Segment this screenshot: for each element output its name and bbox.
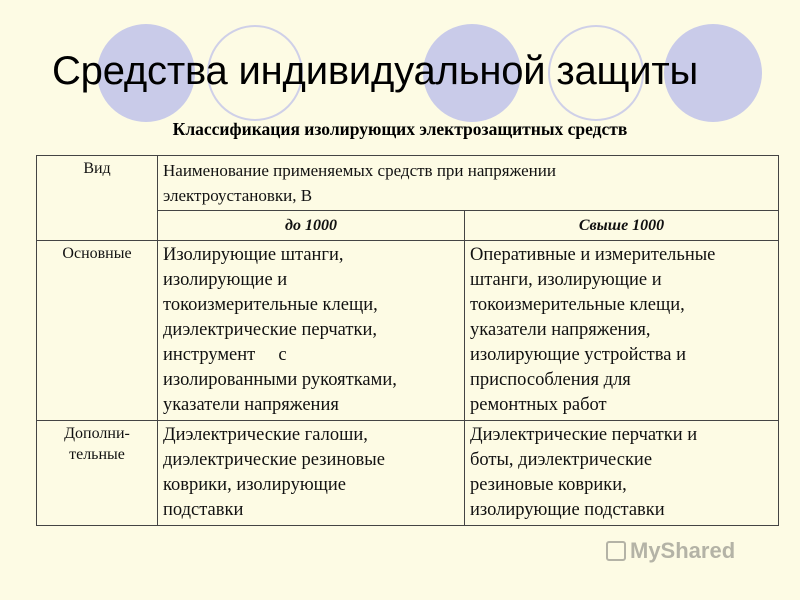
watermark-text: MyShared bbox=[630, 538, 736, 563]
table-row bbox=[37, 421, 779, 526]
row-kind-label: тельные bbox=[69, 446, 125, 463]
cell-line: диэлектрические перчатки, bbox=[163, 320, 378, 340]
cell-line: Оперативные и измерительные bbox=[470, 245, 716, 265]
header-name-line: электроустановки, В bbox=[163, 186, 313, 205]
cell-line: токоизмерительные клещи, bbox=[470, 295, 685, 315]
cell-line: изолирующие и bbox=[163, 270, 288, 290]
header-name-line: Наименование применяемых средств при напряжении bbox=[163, 161, 556, 180]
cell-line: подставки bbox=[163, 500, 244, 520]
classification-table bbox=[36, 155, 779, 526]
voltage-high-header: Свыше 1000 bbox=[465, 211, 779, 241]
row-kind-cell bbox=[37, 421, 158, 526]
cell-line: штанги, изолирующие и bbox=[470, 270, 662, 290]
cell-line: ремонтных работ bbox=[470, 395, 607, 415]
voltage-low-header: до 1000 bbox=[158, 211, 465, 241]
cell-line: Изолирующие штанги, bbox=[163, 245, 344, 265]
header-kind-cell bbox=[37, 156, 158, 241]
table-caption: Классификация изолирующих электрозащитных средств bbox=[172, 119, 628, 139]
cell-line: изолированными рукоятками, bbox=[163, 370, 397, 390]
low-voltage-cell bbox=[158, 241, 465, 421]
slide-title: Средства индивидуальной защиты bbox=[52, 49, 699, 93]
row-kind-cell bbox=[37, 241, 158, 421]
cell-line: указатели напряжения bbox=[163, 395, 339, 415]
cell-line: Диэлектрические галоши, bbox=[163, 425, 368, 445]
low-voltage-cell bbox=[158, 421, 465, 526]
cell-line: приспособления для bbox=[470, 370, 631, 390]
header-kind-label: Вид bbox=[83, 160, 111, 177]
cell-line: диэлектрические резиновые bbox=[163, 450, 385, 470]
table-header-row bbox=[37, 156, 779, 211]
myshared-logo-icon bbox=[606, 541, 626, 561]
watermark bbox=[606, 538, 735, 564]
cell-line: инструмент с bbox=[163, 345, 287, 365]
cell-line: коврики, изолирующие bbox=[163, 475, 346, 495]
cell-line: боты, диэлектрические bbox=[470, 450, 653, 470]
cell-line: токоизмерительные клещи, bbox=[163, 295, 378, 315]
cell-line: Диэлектрические перчатки и bbox=[470, 425, 698, 445]
header-name-cell bbox=[158, 156, 779, 211]
cell-line: резиновые коврики, bbox=[470, 475, 627, 495]
row-kind-label: Основные bbox=[62, 245, 132, 262]
cell-line: изолирующие подставки bbox=[470, 500, 665, 520]
table-row bbox=[37, 241, 779, 421]
row-kind-label: Дополни- bbox=[64, 425, 130, 442]
cell-line: изолирующие устройства и bbox=[470, 345, 686, 365]
high-voltage-cell bbox=[465, 241, 779, 421]
high-voltage-cell bbox=[465, 421, 779, 526]
cell-line: указатели напряжения, bbox=[470, 320, 651, 340]
